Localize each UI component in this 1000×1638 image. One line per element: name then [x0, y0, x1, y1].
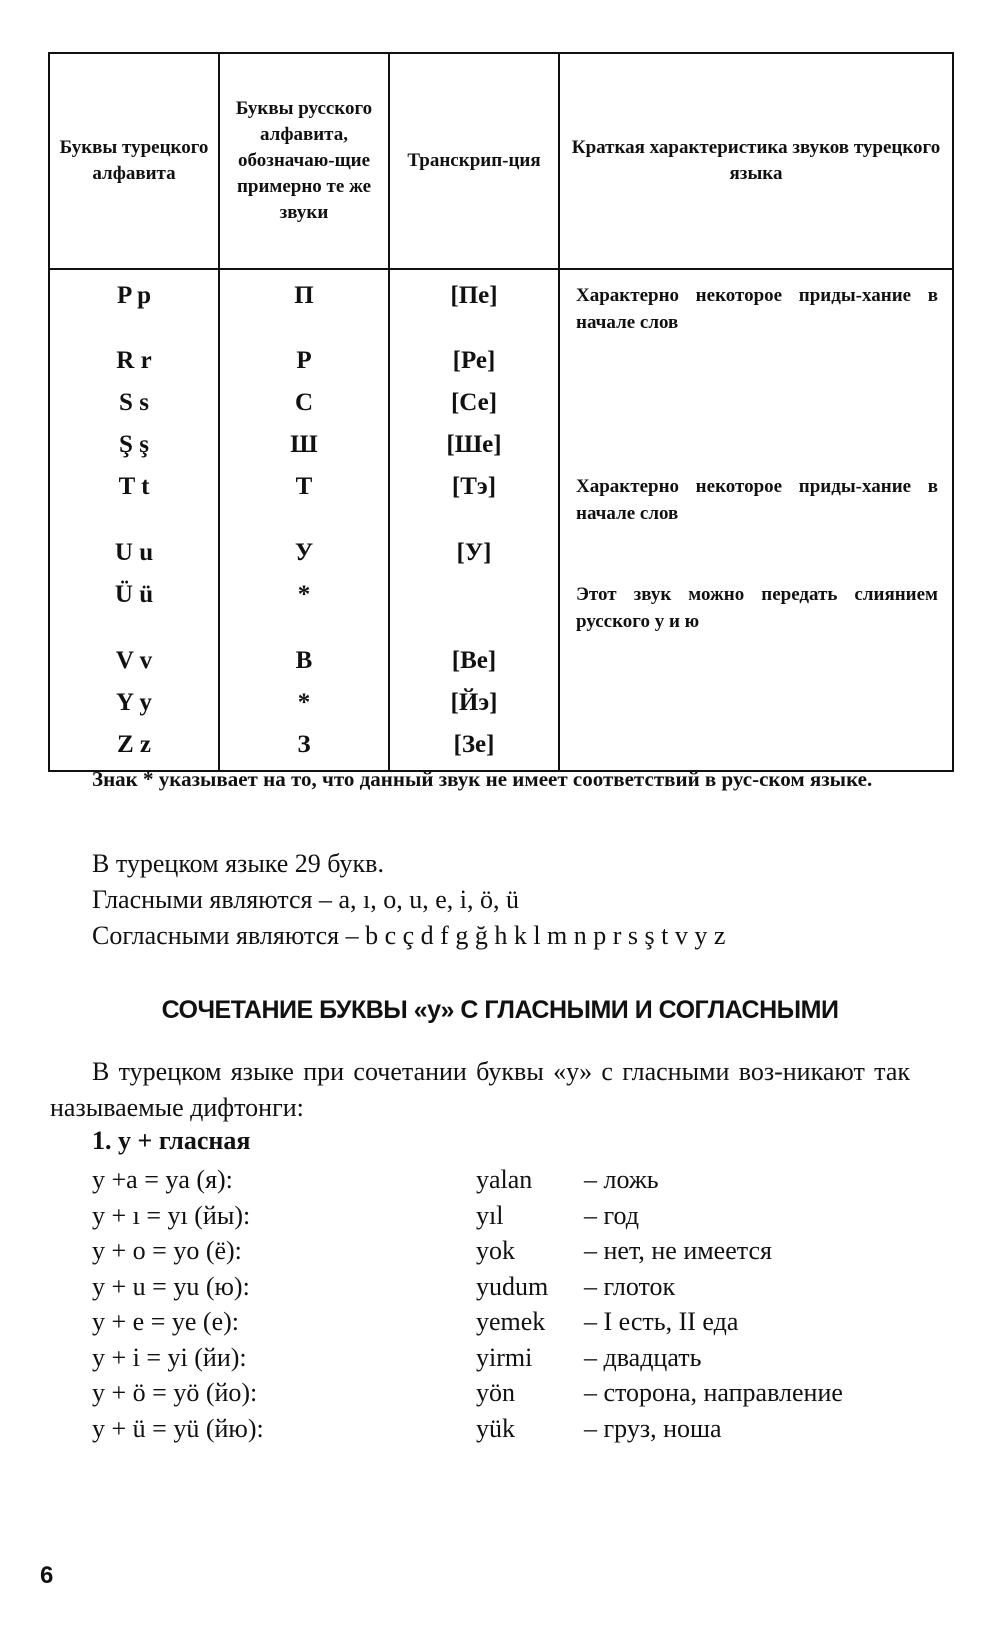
table-row	[49, 389, 953, 431]
cell-note: Характерно некоторое приды-хание в начале слов	[559, 473, 953, 539]
page-number: 6	[40, 1562, 54, 1589]
formula: y + ı = yı (йы):	[92, 1200, 251, 1230]
alphabet-facts	[92, 846, 932, 954]
header-characteristic: Краткая характеристика звуков турецкого языка	[559, 53, 953, 269]
translation: – глоток	[584, 1271, 676, 1301]
formula: y +a = ya (я):	[92, 1165, 233, 1194]
cell-transcription: [Се]	[389, 389, 559, 431]
example-word: yirmi	[476, 1342, 533, 1372]
example-word: yalan	[476, 1165, 533, 1194]
cell-turkish: V v	[49, 647, 219, 689]
table-row	[49, 539, 953, 581]
asterisk-note: Знак * указывает на то, что данный звук не имеет соответствий в рус-ском языке.	[92, 767, 873, 791]
table-header-row	[49, 53, 953, 269]
cell-note	[559, 539, 953, 581]
translation: – ложь	[584, 1165, 659, 1194]
alphabet-table	[48, 52, 954, 772]
table-row	[49, 473, 953, 539]
table-row	[49, 647, 953, 689]
section-heading: СОЧЕТАНИЕ БУКВЫ «y» С ГЛАСНЫМИ И СОГЛАСНЫМИ	[161, 996, 839, 1024]
section-intro: В турецком языке при сочетании буквы «y» с гласными воз-никают так называемые дифтонги:	[50, 1057, 910, 1122]
cell-turkish: S s	[49, 389, 219, 431]
formula: y + u = yu (ю):	[92, 1271, 250, 1301]
translation: – I есть, II еда	[584, 1307, 739, 1336]
cell-transcription: [У]	[389, 539, 559, 581]
cell-note: Этот звук можно передать слиянием русского у и ю	[559, 581, 953, 647]
cell-note	[559, 647, 953, 689]
translation: – сторона, направление	[584, 1378, 843, 1407]
list-item	[92, 1304, 912, 1340]
example-word: yön	[476, 1378, 515, 1407]
cell-transcription: [Ве]	[389, 647, 559, 689]
subheading: 1. y + гласная	[92, 1126, 251, 1155]
example-word: yudum	[476, 1271, 549, 1301]
cell-transcription: [Ре]	[389, 347, 559, 389]
header-transcription: Транскрип-ция	[389, 53, 559, 269]
cell-turkish: T t	[49, 473, 219, 539]
cell-russian: В	[219, 647, 389, 689]
translation: – груз, ноша	[584, 1413, 722, 1443]
table-row	[49, 347, 953, 389]
cell-note	[559, 689, 953, 731]
table-row	[49, 689, 953, 731]
vowels-list: Гласными являются – a, ı, o, u, e, i, ö, ü	[92, 885, 519, 914]
list-item	[92, 1198, 912, 1234]
list-item	[92, 1411, 912, 1447]
formula: y + ö = yö (йо):	[92, 1378, 258, 1407]
cell-note	[559, 347, 953, 389]
table-row	[49, 269, 953, 347]
list-item	[92, 1233, 912, 1269]
cell-turkish: P p	[49, 269, 219, 347]
cell-turkish: Z z	[49, 731, 219, 771]
consonants-list: Согласными являются – b c ç d f g ğ h k l m n p r s ş t v y z	[92, 921, 726, 950]
formula: y + e = ye (е):	[92, 1307, 239, 1336]
list-item	[92, 1162, 912, 1198]
cell-transcription: [Тэ]	[389, 473, 559, 539]
cell-russian: Ш	[219, 431, 389, 473]
cell-turkish: R r	[49, 347, 219, 389]
cell-turkish: U u	[49, 539, 219, 581]
list-item	[92, 1269, 912, 1305]
cell-russian: Р	[219, 347, 389, 389]
cell-russian: *	[219, 581, 389, 647]
example-word: yok	[476, 1236, 515, 1265]
header-turkish-letters: Буквы турецкого алфавита	[49, 53, 219, 269]
cell-russian: У	[219, 539, 389, 581]
formula: y + i = yi (йи):	[92, 1342, 247, 1372]
diphthong-list	[92, 1162, 912, 1446]
cell-note	[559, 389, 953, 431]
cell-transcription: [Пе]	[389, 269, 559, 347]
cell-transcription: [Ше]	[389, 431, 559, 473]
cell-russian: Т	[219, 473, 389, 539]
cell-transcription: [Йэ]	[389, 689, 559, 731]
translation: – двадцать	[584, 1342, 702, 1372]
list-item	[92, 1375, 912, 1411]
cell-note: Характерно некоторое приды-хание в начале слов	[559, 269, 953, 347]
formula: y + o = yo (ё):	[92, 1236, 242, 1265]
cell-turkish: Ü ü	[49, 581, 219, 647]
example-word: yemek	[476, 1307, 546, 1336]
cell-russian: П	[219, 269, 389, 347]
cell-russian: *	[219, 689, 389, 731]
table-row	[49, 581, 953, 647]
cell-transcription	[389, 581, 559, 647]
cell-russian: З	[219, 731, 389, 771]
table-row	[49, 431, 953, 473]
example-word: yük	[476, 1413, 515, 1443]
cell-note	[559, 431, 953, 473]
translation: – год	[584, 1200, 639, 1230]
example-word: yıl	[476, 1200, 504, 1230]
cell-russian: С	[219, 389, 389, 431]
list-item	[92, 1340, 912, 1376]
cell-turkish: Y y	[49, 689, 219, 731]
header-russian-letters: Буквы русского алфавита, обозначаю-щие примерно те же звуки	[219, 53, 389, 269]
cell-transcription: [Зе]	[389, 731, 559, 771]
cell-turkish: Ş ş	[49, 431, 219, 473]
letters-count: В турецком языке 29 букв.	[92, 849, 384, 878]
translation: – нет, не имеется	[584, 1236, 772, 1265]
formula: y + ü = yü (йю):	[92, 1413, 264, 1443]
